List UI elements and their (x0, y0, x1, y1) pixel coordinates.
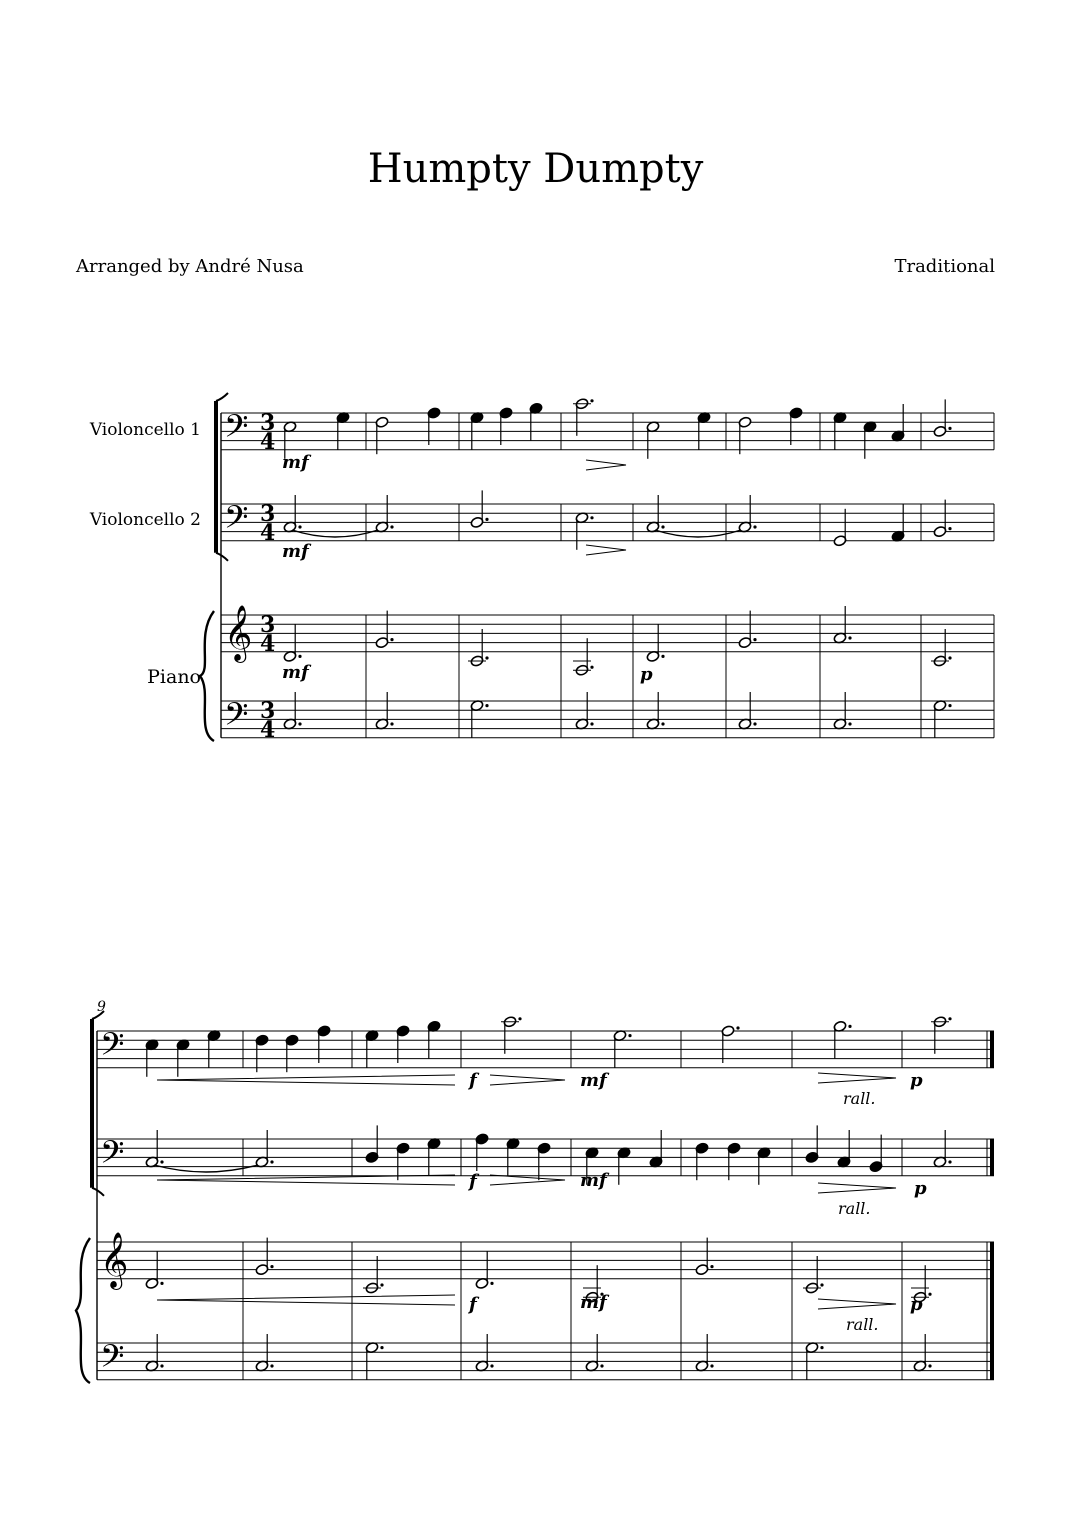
half-note (833, 509, 847, 547)
quarter-note (396, 1142, 410, 1180)
quarter-note (427, 1137, 441, 1175)
half-note (738, 416, 752, 454)
time-sig-numerator: 3 (260, 612, 276, 638)
bass-clef-icon: 𝄢 (224, 696, 249, 740)
dotted-half-note (501, 1016, 522, 1054)
dotted-half-note (475, 1334, 494, 1372)
rall-text: rall. (838, 1199, 871, 1218)
dotted-half-note (833, 1020, 852, 1058)
bass-clef-icon: 𝄢 (100, 1338, 125, 1382)
augmentation-dot (753, 722, 756, 725)
dotted-half-note (365, 1341, 384, 1379)
dynamic-f: f (469, 1070, 477, 1091)
dotted-half-note (255, 1334, 274, 1372)
dotted-half-note (931, 1016, 952, 1054)
dynamic-mf: mf (580, 1170, 607, 1191)
quarter-note (805, 1125, 819, 1163)
time-sig-numerator: 3 (260, 698, 276, 724)
quarter-note (891, 404, 905, 442)
augmentation-dot (380, 1346, 383, 1349)
augmentation-dot (948, 704, 951, 707)
augmentation-dot (928, 1364, 931, 1367)
quarter-note (427, 407, 441, 445)
decrescendo-hairpin (586, 545, 626, 555)
quarter-note (317, 1025, 331, 1063)
augmentation-dot (848, 1025, 851, 1028)
staff-lines (76, 393, 994, 1383)
quarter-note (837, 1130, 851, 1168)
dotted-half-note (255, 1130, 274, 1168)
dotted-half-note (283, 624, 302, 662)
dotted-half-note (363, 1256, 384, 1294)
augmentation-dot (160, 1160, 163, 1163)
dotted-half-note (573, 398, 594, 436)
augmentation-dot (590, 516, 593, 519)
quarter-note (499, 407, 513, 445)
tie (292, 530, 378, 537)
augmentation-dot (753, 525, 756, 528)
augmentation-dot (661, 525, 664, 528)
dynamic-f: f (469, 1171, 477, 1192)
quarter-note (529, 402, 543, 440)
quarter-note (789, 407, 803, 445)
augmentation-dot (948, 1017, 951, 1020)
quarter-note (365, 1029, 379, 1067)
decrescendo-hairpin (818, 1073, 896, 1083)
augmentation-dot (948, 527, 951, 530)
quarter-note (649, 1130, 663, 1168)
bass-clef-icon: 𝄢 (100, 1026, 125, 1070)
augmentation-dot (270, 1265, 273, 1268)
quarter-note (396, 1025, 410, 1063)
augmentation-dot (820, 1283, 823, 1286)
time-sig-denominator: 4 (260, 520, 276, 546)
composer-credit: Traditional (894, 256, 995, 277)
half-note (646, 421, 660, 459)
quarter-note (255, 1034, 269, 1072)
augmentation-dot (298, 525, 301, 528)
augmentation-dot (590, 399, 593, 402)
dynamic-p: p (640, 664, 653, 685)
augmentation-dot (160, 1282, 163, 1285)
rall-text: rall. (843, 1089, 876, 1108)
dotted-half-note (283, 495, 302, 533)
quarter-note (470, 411, 484, 449)
quarter-note (427, 1020, 441, 1058)
augmentation-dot (948, 427, 951, 430)
dynamic-p: p (914, 1178, 927, 1199)
augmentation-dot (160, 1364, 163, 1367)
dotted-half-note (573, 638, 594, 676)
dotted-half-note (145, 1251, 164, 1289)
dotted-half-note (145, 1130, 164, 1168)
augmentation-dot (390, 638, 393, 641)
augmentation-dot (485, 518, 488, 521)
dotted-half-note (931, 629, 952, 667)
dotted-half-note (145, 1334, 164, 1372)
bracket-bottom-hook-2 (92, 1188, 104, 1196)
decrescendo-hairpin (490, 1075, 565, 1085)
dotted-half-note (833, 606, 852, 644)
quarter-note (869, 1135, 883, 1173)
augmentation-dot (600, 1364, 603, 1367)
piano-label: Piano (147, 666, 201, 688)
dynamic-mf: mf (282, 541, 309, 562)
crescendo-hairpin (157, 1295, 455, 1305)
augmentation-dot (661, 722, 664, 725)
quarter-note (757, 1147, 771, 1185)
quarter-note (537, 1142, 551, 1180)
quarter-note (207, 1029, 221, 1067)
augmentation-dot (848, 722, 851, 725)
augmentation-dot (490, 1282, 493, 1285)
treble-clef-icon: 𝄞 (100, 1232, 129, 1288)
half-note (375, 416, 389, 454)
dotted-half-note (375, 495, 394, 533)
time-sig-numerator: 3 (260, 410, 276, 436)
augmentation-dot (490, 1364, 493, 1367)
augmentation-dot (948, 656, 951, 659)
augmentation-dot (270, 1364, 273, 1367)
dotted-half-note (468, 629, 489, 667)
time-sig-denominator: 4 (260, 631, 276, 657)
dotted-half-note (470, 699, 489, 737)
dynamic-mf: mf (580, 1292, 607, 1313)
dotted-half-note (738, 692, 757, 730)
augmentation-dot (590, 722, 593, 725)
dotted-half-note (933, 699, 952, 737)
dynamic-mf: mf (282, 662, 309, 683)
augmentation-dot (380, 1283, 383, 1286)
bracket-top-hook (216, 393, 228, 401)
dynamic-mf: mf (580, 1070, 607, 1091)
tie (655, 530, 741, 537)
dotted-half-note (575, 692, 594, 730)
piano-brace-2 (76, 1238, 90, 1383)
cello2-label: Violoncello 2 (89, 510, 201, 530)
piano-brace (200, 611, 214, 741)
augmentation-dot (485, 656, 488, 659)
dotted-half-note (646, 624, 665, 662)
dynamic-p: p (910, 1294, 923, 1315)
dotted-half-note (913, 1334, 932, 1372)
bass-clef-icon: 𝄢 (100, 1134, 125, 1178)
decrescendo-hairpin (818, 1183, 896, 1193)
bracket-bottom-hook (216, 553, 228, 561)
dotted-half-note (646, 692, 665, 730)
decrescendo-hairpin (490, 1175, 565, 1185)
time-sig-denominator: 4 (260, 717, 276, 743)
dotted-half-note (475, 1251, 494, 1289)
dotted-half-note (695, 1334, 714, 1372)
augmentation-dot (590, 666, 593, 669)
quarter-note (833, 411, 847, 449)
quarter-note (617, 1147, 631, 1185)
quarter-note (695, 1142, 709, 1180)
augmentation-dot (736, 1026, 739, 1029)
augmentation-dot (710, 1265, 713, 1268)
dynamic-mf: mf (282, 452, 309, 473)
dotted-half-note (283, 692, 302, 730)
quarter-note (285, 1034, 299, 1072)
quarter-note (336, 411, 350, 449)
tie (154, 1165, 258, 1172)
crescendo-hairpin (157, 1075, 455, 1085)
rall-text: rall. (846, 1315, 879, 1334)
dotted-half-note (575, 512, 594, 550)
augmentation-dot (390, 525, 393, 528)
dotted-half-note (613, 1029, 632, 1067)
dotted-half-note (933, 1130, 952, 1168)
decrescendo-hairpin (586, 460, 626, 470)
augmentation-dot (390, 722, 393, 725)
quarter-note (475, 1133, 489, 1171)
quarter-note (891, 504, 905, 542)
quarter-note (145, 1039, 159, 1077)
augmentation-dot (710, 1364, 713, 1367)
augmentation-dot (298, 722, 301, 725)
augmentation-dot (928, 1293, 931, 1296)
treble-clef-icon: 𝄞 (224, 605, 253, 661)
arranger-credit: Arranged by André Nusa (76, 256, 304, 277)
dotted-half-note (646, 495, 665, 533)
bass-clef-icon: 𝄢 (224, 499, 249, 543)
quarter-note (365, 1125, 379, 1163)
augmentation-dot (820, 1346, 823, 1349)
measure-number: 9 (97, 999, 106, 1015)
augmentation-dot (661, 655, 664, 658)
augmentation-dot (298, 655, 301, 658)
augmentation-dot (628, 1034, 631, 1037)
augmentation-dot (485, 704, 488, 707)
augmentation-dot (270, 1160, 273, 1163)
quarter-note (697, 411, 711, 449)
augmentation-dot (518, 1017, 521, 1020)
time-sig-denominator: 4 (260, 429, 276, 455)
augmentation-dot (848, 636, 851, 639)
quarter-note (863, 421, 877, 459)
crescendo-hairpin (157, 1175, 455, 1185)
time-sig-numerator: 3 (260, 501, 276, 527)
dynamic-p: p (910, 1070, 923, 1091)
cello1-label: Violoncello 1 (89, 420, 201, 440)
dynamic-f: f (469, 1294, 477, 1315)
score-title: Humpty Dumpty (367, 146, 704, 192)
dotted-half-note (805, 1341, 824, 1379)
dotted-half-note (585, 1334, 604, 1372)
quarter-note (506, 1137, 520, 1175)
dotted-half-note (833, 692, 852, 730)
dotted-half-note (375, 692, 394, 730)
decrescendo-hairpin (818, 1299, 896, 1309)
quarter-note (727, 1142, 741, 1180)
dotted-half-note (738, 495, 757, 533)
dotted-half-note (803, 1256, 824, 1294)
bass-clef-icon: 𝄢 (224, 408, 249, 452)
augmentation-dot (753, 638, 756, 641)
quarter-note (176, 1039, 190, 1077)
augmentation-dot (948, 1160, 951, 1163)
